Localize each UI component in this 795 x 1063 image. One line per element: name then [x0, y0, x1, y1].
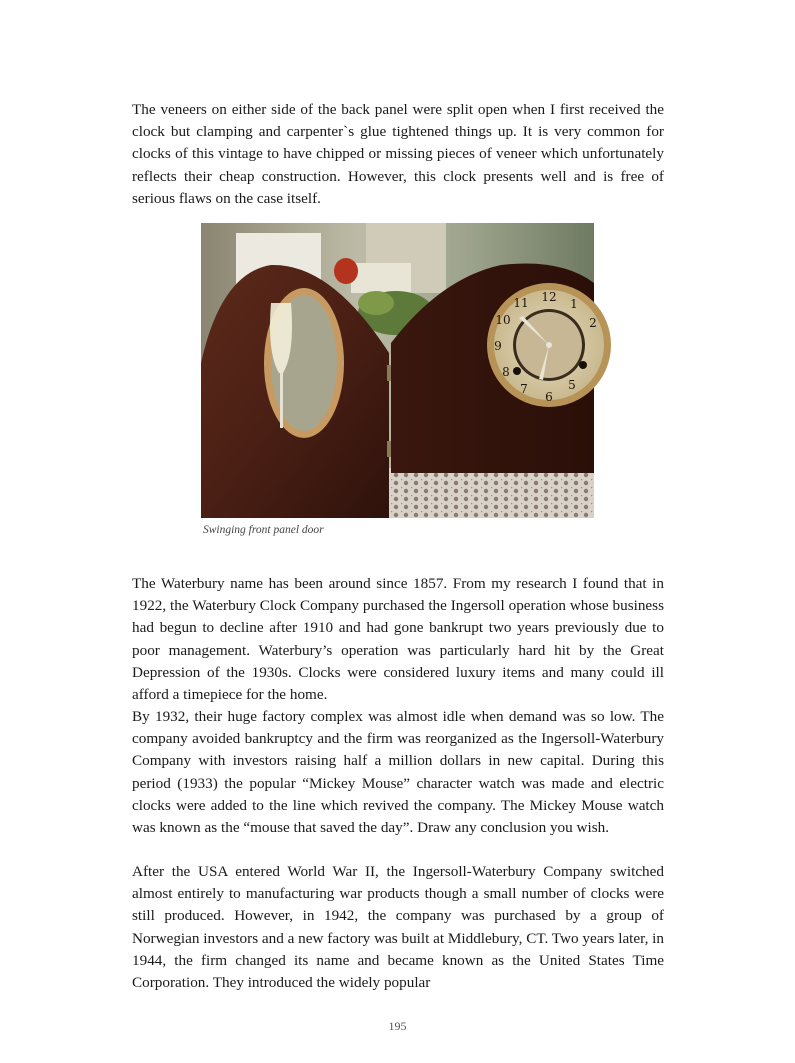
page-number: 195	[388, 1019, 407, 1033]
numeral-6: 6	[545, 390, 553, 404]
numeral-2: 2	[589, 316, 597, 330]
numeral-5: 5	[568, 378, 576, 392]
paragraph-1932: By 1932, their huge factory complex was almost idle when demand was so low. The company avoided bankruptcy and the firm was reorganized as the Ingersoll-Waterbury Company with investors raising half a million dollars in new capital. During this period (1933) the popular “Mickey Mouse” character watch was made and electric clocks were added to the line which revived the company. The Mickey Mouse watch was known as the “mouse that saved the day”. Draw any conclusion you wish.	[132, 708, 664, 837]
numeral-1: 1	[570, 297, 578, 311]
clock-photo	[201, 223, 597, 518]
numeral-10: 10	[495, 313, 511, 327]
numeral-7: 7	[520, 382, 528, 396]
paragraph-waterbury-history: The Waterbury name has been around since 1857. From my research I found that in 1922, the Waterbury Clock Company purchased the Ingersoll operation whose business had begun to decline after 1910 and had gone bankrupt two years previously due to poor management. Waterbury’s operation was particularly hard hit by the Great Depression of the 1930s. Clocks were considered luxury items and many could ill afford a timepiece for the home.	[132, 575, 664, 704]
numeral-8: 8	[502, 365, 510, 379]
paragraph-veneers: The veneers on either side of the back panel were split open when I first received the clock but clamping and carpenter`s glue tightened things up. It is very common for clocks of this vintage to have chipped or missing pieces of veneer which unfortunately reflects their cheap construction. However, this clock presents well and is free of serious flaws on the case itself.	[132, 101, 664, 207]
numeral-12: 12	[541, 290, 557, 304]
paragraph-world-war: After the USA entered World War II, the Ingersoll-Waterbury Company switched almost entirely to manufacturing war products though a small number of clocks were still produced. However, in 1942, the company was purchased by a group of Norwegian investors and a new factory was built at Middlebury, CT. Two years later, in 1944, the firm changed its name and became known as the United States Time Corporation. They introduced the widely popular	[132, 863, 664, 992]
numeral-9: 9	[494, 339, 502, 353]
numeral-11: 11	[513, 296, 529, 310]
figure-caption: Swinging front panel door	[203, 524, 324, 536]
